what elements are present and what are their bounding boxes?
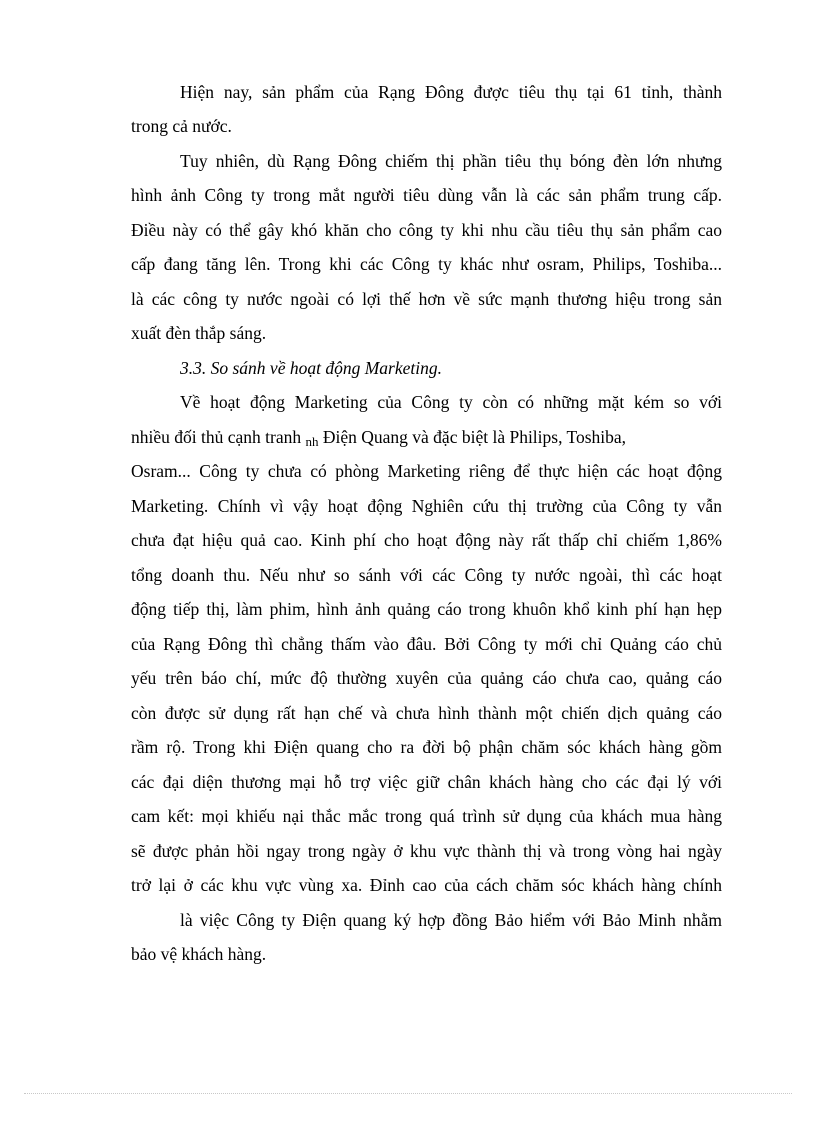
paragraph-line: cam kết: mọi khiếu nại thắc mắc trong quá trình sử dụng của khách mua hàng [131, 806, 722, 826]
paragraph-line: sẽ được phản hồi ngay trong ngày ở khu vực thành thị và trong vòng hai ngày [131, 841, 722, 861]
paragraph-line: xuất đèn thắp sáng. [131, 323, 267, 343]
paragraph-line: bảo vệ khách hàng. [131, 944, 267, 964]
paragraph-line: động tiếp thị, làm phim, hình ảnh quảng cáo trong khuôn khổ kinh phí hạn hẹp [131, 599, 722, 619]
paragraph-fragment: nhiều đối thủ cạnh tranh [131, 427, 302, 447]
paragraph-line: trong cả nước. [131, 116, 232, 136]
page-bottom-rule [24, 1093, 792, 1094]
paragraph-line: Osram... Công ty chưa có phòng Marketing riêng để thực hiện các hoạt động [131, 461, 722, 481]
paragraph-line: tổng doanh thu. Nếu như so sánh với các Công ty nước ngoài, thì các hoạt [131, 565, 722, 585]
paragraph-line [131, 420, 722, 454]
paragraph-line: yếu trên báo chí, mức độ thường xuyên của quảng cáo chưa cao, quảng cáo [131, 668, 722, 688]
paragraph-line: của Rạng Đông thì chẳng thấm vào đâu. Bởi Công ty mới chỉ Quảng cáo chủ [131, 634, 722, 654]
paragraph-line: cấp đang tăng lên. Trong khi các Công ty khác như osram, Philips, Toshiba... [131, 254, 722, 274]
paragraph-line: chưa đạt hiệu quả cao. Kinh phí cho hoạt động này rất thấp chỉ chiếm 1,86% [131, 530, 722, 550]
paragraph-line: Hiện nay, sản phẩm của Rạng Đông được tiêu thụ tại 61 tỉnh, thành [180, 82, 722, 102]
paragraph-line: là việc Công ty Điện quang ký hợp đồng Bảo hiểm với Bảo Minh nhằm [180, 910, 722, 930]
paragraph-fragment: Điện Quang và đặc biệt là Philips, Toshiba, [322, 427, 627, 447]
paragraph-line: Điều này có thể gây khó khăn cho công ty khi nhu cầu tiêu thụ sản phẩm cao [131, 220, 722, 240]
paragraph-line: hình ảnh Công ty trong mắt người tiêu dùng vẫn là các sản phẩm trung cấp. [131, 185, 722, 205]
paragraph-fragment-small: nh [305, 434, 319, 449]
paragraph-line: rầm rộ. Trong khi Điện quang cho ra đời bộ phận chăm sóc khách hàng gồm [131, 737, 722, 757]
paragraph-line: Về hoạt động Marketing của Công ty còn có những mặt kém so với [180, 392, 722, 412]
paragraph-line: trở lại ở các khu vực vùng xa. Đỉnh cao của cách chăm sóc khách hàng chính [131, 875, 722, 895]
section-heading: 3.3. So sánh về hoạt động Marketing. [180, 358, 442, 378]
paragraph-line: Tuy nhiên, dù Rạng Đông chiếm thị phần tiêu thụ bóng đèn lớn nhưng [180, 151, 722, 171]
paragraph-line: là các công ty nước ngoài có lợi thế hơn về sức mạnh thương hiệu trong sản [131, 289, 722, 309]
paragraph-line: còn được sử dụng rất hạn chế và chưa hình thành một chiến dịch quảng cáo [131, 703, 722, 723]
paragraph-line: các đại diện thương mại hỗ trợ việc giữ chân khách hàng cho các đại lý với [131, 772, 722, 792]
paragraph-line: Marketing. Chính vì vậy hoạt động Nghiên cứu thị trường của Công ty vẫn [131, 496, 722, 516]
